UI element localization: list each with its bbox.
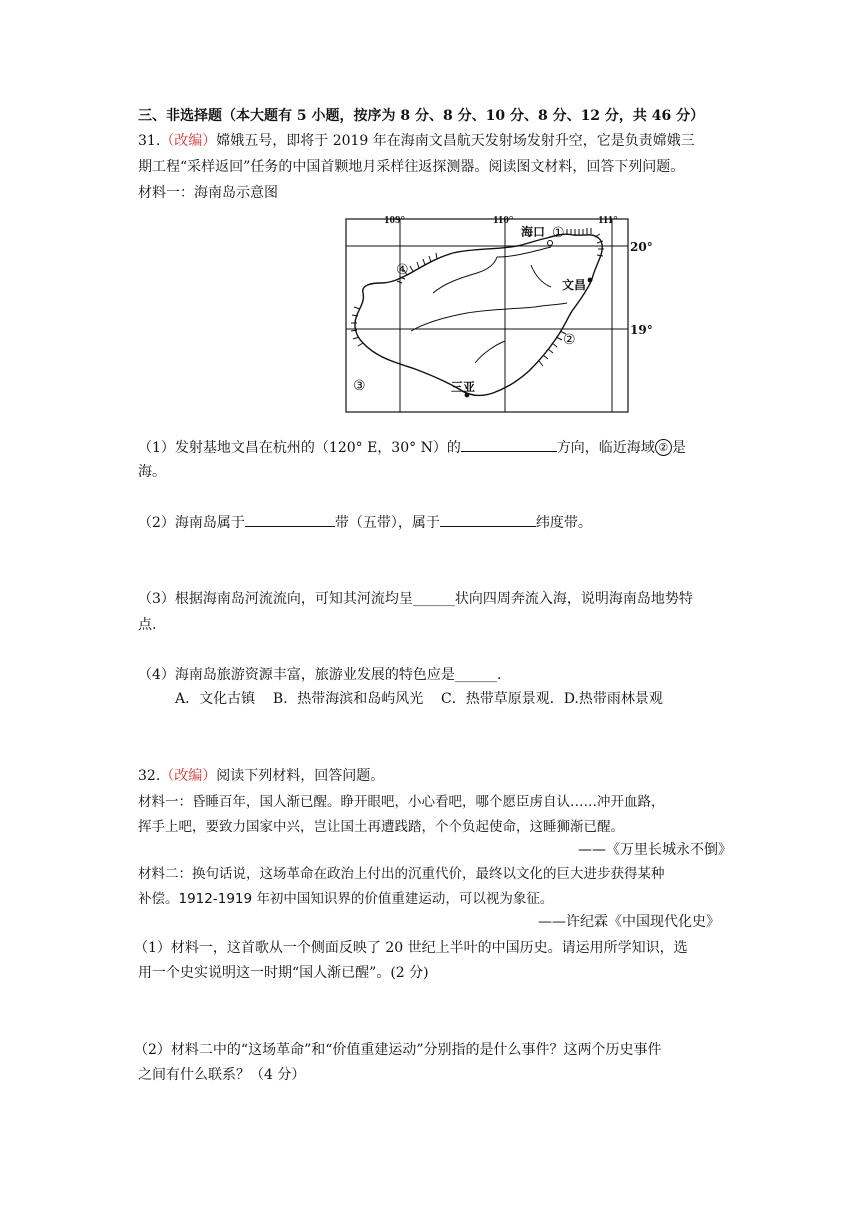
q32-material2-source: ——许纪霖《中国现代化史》 [538,914,720,930]
q32-number: 32. [138,768,161,784]
q31-sub4-line1: （4）海南岛旅游资源丰富，旅游业发展的特色应是______. [138,667,502,683]
wenchang-dot [588,278,593,283]
haikou-dot [548,241,553,246]
q31-tag: （改编） [160,133,217,149]
q32-stem-text: 阅读下列材料，回答问题。 [216,768,385,784]
q32-sub1-line1: （1）材料一，这首歌从一个侧面反映了 20 世纪上半叶的中国历史。请运用所学知识，选 [134,940,688,956]
marker-3: ③ [353,378,366,394]
q31-stem-line1 [138,131,695,151]
q31-sub2-text-c: 纬度带。 [535,515,592,531]
q31-sub2-text-b: 带（五带），属于 [334,515,440,531]
q32-material2-line2: 补偿。1912-1919 年初中国知识界的价值重建运动，可以视为象征。 [138,891,554,907]
q31-sub1-text-b: 方向，临近海域 [556,440,655,456]
q31-sub1-blank[interactable] [461,437,557,452]
q32-stem [138,766,384,786]
q31-sub1-line2: 海。 [138,464,166,480]
lat-label-19: 19° [630,323,653,337]
island-outline [355,234,602,395]
q31-sub1-line1 [138,437,686,458]
place-label-sanya: 三亚 [451,380,476,394]
q31-number: 31. [138,133,161,149]
q32-material1-line1: 材料一：昏睡百年，国人渐已醒。睁开眼吧，小心看吧，哪个愿臣虏自认……冲开血路， [138,794,665,810]
lon-label-111: 111° [598,214,618,227]
lon-label-110: 110° [493,214,514,227]
q31-sub3-line2: 点. [138,617,157,633]
q31-sub1-text-c: 是 [671,440,686,456]
hainan-map [345,213,630,415]
q32-material1-line2: 挥手上吧，要致力国家中兴，岂让国土再遭践踏，个个负起使命，这睡狮渐已醒。 [138,819,624,835]
river-1 [433,257,497,293]
marker-4: ④ [396,262,409,278]
q31-sub2-blank-2[interactable] [440,512,536,527]
q31-sub3-line1: （3）根据海南岛河流流向，可知其河流均呈______状向四周奔流入海，说明海南岛地势特 [138,591,693,607]
q31-sub2 [138,512,592,533]
q32-material2-line1: 材料二：换句话说，这场革命在政治上付出的沉重代价，最终以文化的巨大进步获得某种 [138,866,665,882]
q31-stem-line2: 期工程“采样返回”任务的中国首颗地月采样往返探测器。阅读图文材料，回答下列问题。 [138,159,685,175]
lon-label-109: 109° [384,214,405,227]
q32-sub2-line2: 之间有什么联系？（4 分） [138,1067,306,1083]
q31-sub1-text-a: （1）发射基地文昌在杭州的（120° E，30° N）的 [138,440,461,456]
q32-material1-source: ——《万里长城永不倒》 [578,842,732,858]
coast-hatch-southeast [539,331,566,366]
q31-stem-text: 嫦娥五号，即将于 2019 年在海南文昌航天发射场发射升空，它是负责嫦娥三 [216,133,695,149]
river-2 [411,303,567,331]
section-title: 三、非选择题（本大题有 5 小题，按序为 8 分、8 分、10 分、8 分、12 分，共 46 分） [138,108,705,124]
coast-hatch-northeast [567,228,604,256]
lat-label-20: 20° [630,240,653,254]
marker-1: ① [552,225,565,241]
river-5 [475,341,505,363]
q31-material1: 材料一：海南岛示意图 [138,185,278,201]
place-label-haikou: 海口 [521,225,546,239]
q32-sub2-line1: （2）材料二中的“这场革命”和“价值重建运动”分别指的是什么事件？这两个历史事件 [134,1042,662,1058]
marker-2: ② [563,332,576,348]
place-label-wenchang: 文昌 [562,278,587,292]
q31-sub1-circle-marker: ② [655,439,672,456]
q31-sub2-blank-1[interactable] [245,512,335,527]
map-frame [346,219,628,412]
q31-sub4-options: A．文化古镇 B．热带海滨和岛屿风光 C．热带草原景观．D.热带雨林景观 [175,691,663,707]
river-4 [531,265,551,287]
q32-tag: （改编） [160,768,217,784]
q31-sub2-text-a: （2）海南岛属于 [138,515,245,531]
q32-sub1-line2: 用一个史实说明这一时期“国人渐已醒”。(2 分) [138,965,429,981]
